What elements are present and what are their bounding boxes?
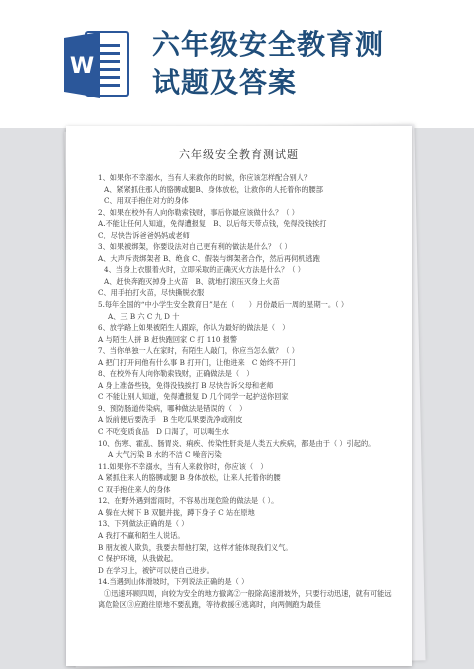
text-line: A、赶快奔跑灭掉身上火苗 B、就地打滚压灭身上火苗: [104, 276, 280, 286]
word-document-icon: [64, 28, 130, 102]
heading-line-2: 试题及答案: [152, 66, 298, 99]
text-line: C、用双手抱住对方的身体: [104, 196, 189, 206]
text-line: C 保护环境，从我做起。: [98, 554, 178, 564]
text-line: 7、当你单独一人在家时，有陌生人敲门，你应当怎么做？（ ）: [98, 346, 299, 356]
text-line: C 不吃变质食品 D 口渴了，可以喝生水: [98, 427, 229, 437]
text-line: A、三 B 六 C 九 D 十: [108, 311, 180, 321]
text-line: A、大声斥责绑架者 B、绝食 C、假装与绑架者合作，然后再伺机逃跑: [98, 253, 320, 263]
text-line: A、紧紧抓住那人的胳膊或腿B、身体放松，让救你的人托着你的腰部: [104, 184, 323, 194]
page-title: 六年级安全教育测试题: [179, 148, 299, 161]
text-line: B 朋友被人欺负，我要去帮他打架，这样才能体现我们义气。: [98, 542, 293, 552]
text-line: 3、如果被绑架，你要设法对自己更有利的做法是什么？（ ）: [98, 242, 292, 252]
text-line: A 饭前便后要洗手 B 生吃瓜果要洗净或削皮: [98, 415, 243, 425]
text-line: A.不能让任何人知道，免得遭报复 B、以后每天带点钱，免得没钱挨打: [98, 219, 327, 229]
text-line: 10、伤寒、霍乱、肠胃炎、痢疾、传染性肝炎是人类五大疾病，都是由于（ ）引起的。: [98, 438, 376, 448]
text-line: A 把门打开问他有什么事 B 打开门，让他进来 C 始终不开门: [98, 357, 296, 367]
svg-text:W: W: [69, 54, 95, 79]
header-banner: [0, 0, 474, 128]
text-line: D 在学习上，被铲可以使自己进步。: [98, 565, 214, 575]
text-line: 5.每年全国的“中小学生安全教育日”是在（ ）月份最后一周的星期一。（ ）: [98, 300, 349, 310]
text-line: 9、预防肠道传染病，哪种做法是错误的（ ）: [98, 403, 247, 413]
document-page: [66, 126, 412, 666]
heading-line-1: 六年级安全教育测: [152, 28, 385, 61]
text-line: 12、在野外遇到雷雨时，不容易出现危险的做法是（ ）。: [98, 496, 279, 506]
text-line: 离危险区③应跑往原地不要乱跑，等待救援④逃离时，向两侧跑为最佳: [98, 600, 321, 610]
text-line: A 我打不赢和陌生人说话。: [98, 530, 185, 540]
text-line: A 身上准备些钱，免得没钱挨打 B 尽快告诉父母和老师: [98, 380, 274, 390]
text-line: 11.如果你不幸溺水，当有人来救你时，你应该（ ）: [98, 461, 268, 471]
text-line: C 不能让别人知道，免得遭报复 D 几个同学一起护送你回家: [98, 392, 289, 402]
question-list: [66, 172, 412, 611]
text-line: 14.当遇到山体滑坡时，下列说法正确的是（ ）: [98, 577, 249, 587]
text-line: 1、如果你不幸溺水，当有人来救你的时候，你应该怎样配合别人？: [98, 173, 312, 182]
text-line: 2、如果在校外有人向你勒索钱财，事后你最应该做什么？（ ）: [98, 207, 299, 217]
text-line: A 紧抓住来人的胳膊或腿 B 身体放松，让来人托着你的腰: [98, 473, 281, 483]
text-line: 8、在校外有人向你勒索钱财，正确做法是（ ）: [98, 369, 254, 379]
text-line: 13、下列做法正确的是（ ）: [98, 519, 189, 529]
text-line: A 与陌生人拼 B 赶快跑回家 C 打 110 报警: [98, 334, 238, 344]
text-line: A 躲在大树下 B 双腿并拢，蹲下身子 C 站在原地: [98, 507, 255, 517]
text-line: A 大气污染 B 水的不洁 C 噪音污染: [108, 450, 222, 460]
text-line: C、用手拍打火苗，尽快撕脱衣服: [98, 288, 205, 298]
text-line: ①迅速环顾四周，向较为安全的地方撤离②一般除高速滑坡外，只要行动迅速，就有可能远: [104, 588, 392, 598]
text-line: C．尽快告诉爸爸妈妈或老师: [98, 230, 190, 240]
text-line: C 双手抱住来人的身体: [98, 484, 171, 494]
document-heading: [152, 26, 468, 102]
text-line: 4、当身上衣服着火时，立即采取的正确灭火方法是什么？（ ）: [104, 265, 305, 275]
text-line: 6、放学路上如果被陌生人跟踪，你认为最好的做法是（ ）: [98, 323, 290, 333]
